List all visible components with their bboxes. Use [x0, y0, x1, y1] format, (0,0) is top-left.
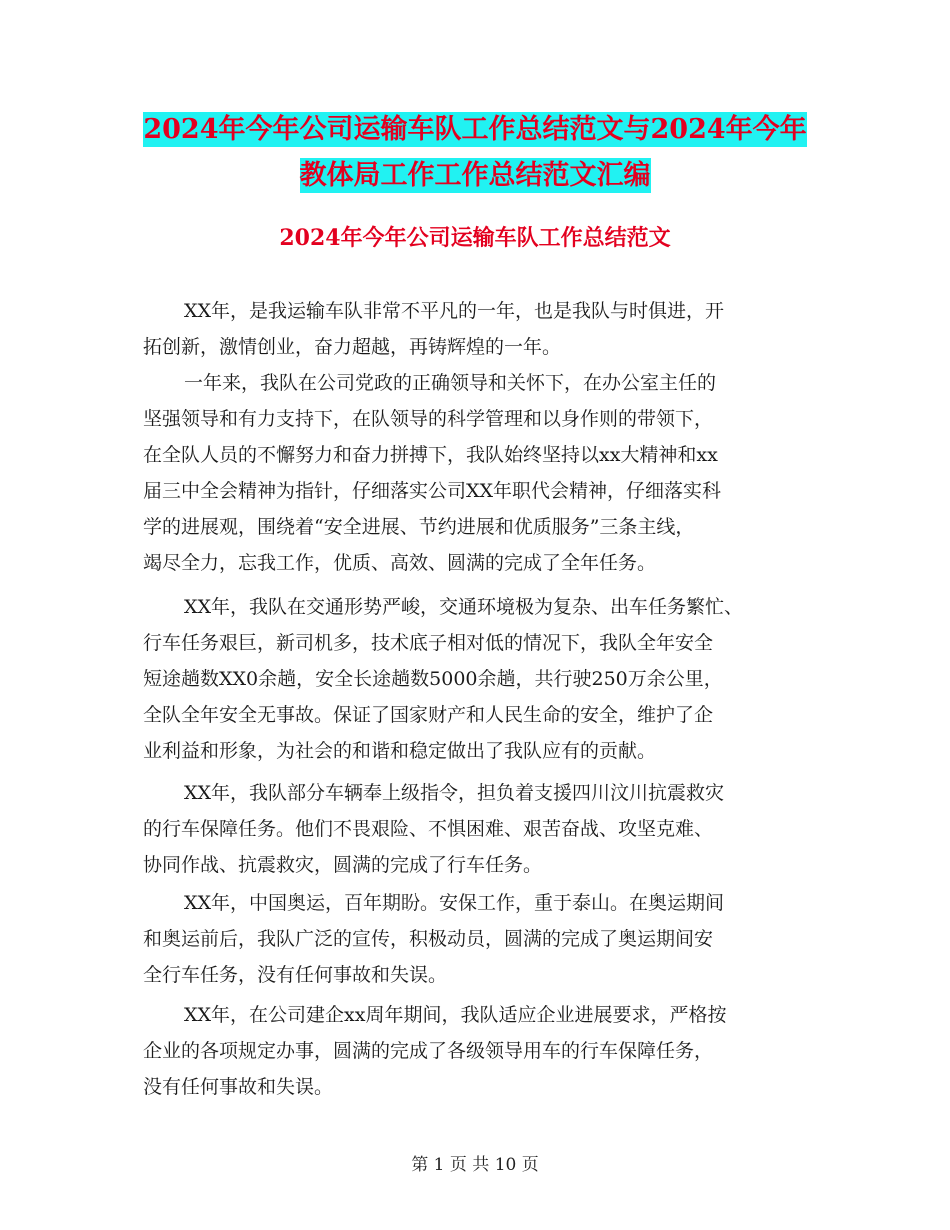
text-line: XX年，我队在交通形势严峻，交通环境极为复杂、出车任务繁忙、 [184, 596, 744, 618]
document-title-line-1 [0, 106, 950, 154]
section-title: 2024年今年公司运输车队工作总结范文 [279, 225, 671, 251]
text-line: 一年来，我队在公司党政的正确领导和关怀下，在办公室主任的 [184, 372, 717, 394]
text-line: XX年，是我运输车队非常不平凡的一年，也是我队与时俱进，开 [184, 300, 725, 322]
text-line: 竭尽全力，忘我工作，优质、高效、圆满的完成了全年任务。 [143, 552, 657, 574]
text-line: XX年，我队部分车辆奉上级指令，担负着支援四川汶川抗震救灾 [184, 782, 725, 804]
text-line: 全队全年安全无事故。保证了国家财产和人民生命的安全，维护了企 [143, 704, 714, 726]
text-line: 全行车任务，没有任何事故和失误。 [143, 964, 448, 986]
text-line: 学的进展观，围绕着“安全进展、节约进展和优质服务”三条主线， [143, 516, 695, 538]
text-line: 在全队人员的不懈努力和奋力拼搏下，我队始终坚持以xx大精神和xx [143, 444, 718, 466]
text-line: 行车任务艰巨，新司机多，技术底子相对低的情况下，我队全年安全 [143, 632, 714, 654]
text-line: 的行车保障任务。他们不畏艰险、不惧困难、艰苦奋战、攻坚克难、 [143, 818, 714, 840]
text-line: 协同作战、抗震救灾，圆满的完成了行车任务。 [143, 854, 543, 876]
document-title-text-2: 教体局工作工作总结范文汇编 [299, 160, 651, 191]
text-line: 坚强领导和有力支持下，在队领导的科学管理和以身作则的带领下， [143, 408, 714, 430]
text-line: 和奥运前后，我队广泛的宣传，积极动员，圆满的完成了奥运期间安 [143, 928, 714, 950]
text-line: 短途趟数XX0余趟，安全长途趟数5000余趟，共行驶250万余公里， [143, 668, 723, 690]
text-line: 拓创新，激情创业，奋力超越，再铸辉煌的一年。 [143, 336, 562, 358]
text-line: XX年，中国奥运，百年期盼。安保工作，重于泰山。在奥运期间 [184, 892, 725, 914]
page-footer: 第 1 页 共 10 页 [411, 1155, 539, 1175]
text-line: 业利益和形象，为社会的和谐和稳定做出了我队应有的贡献。 [143, 740, 657, 762]
text-line: XX年，在公司建企xx周年期间，我队适应企业进展要求，严格按 [184, 1004, 727, 1026]
text-line: 没有任何事故和失误。 [143, 1076, 334, 1098]
document-title-text-1: 2024年今年公司运输车队工作总结范文与2024年今年 [143, 114, 807, 145]
text-line: 届三中全会精神为指针，仔细落实公司XX年职代会精神，仔细落实科 [143, 480, 722, 502]
text-line: 企业的各项规定办事，圆满的完成了各级领导用车的行车保障任务， [143, 1040, 714, 1062]
document-title-line-2 [0, 152, 950, 200]
